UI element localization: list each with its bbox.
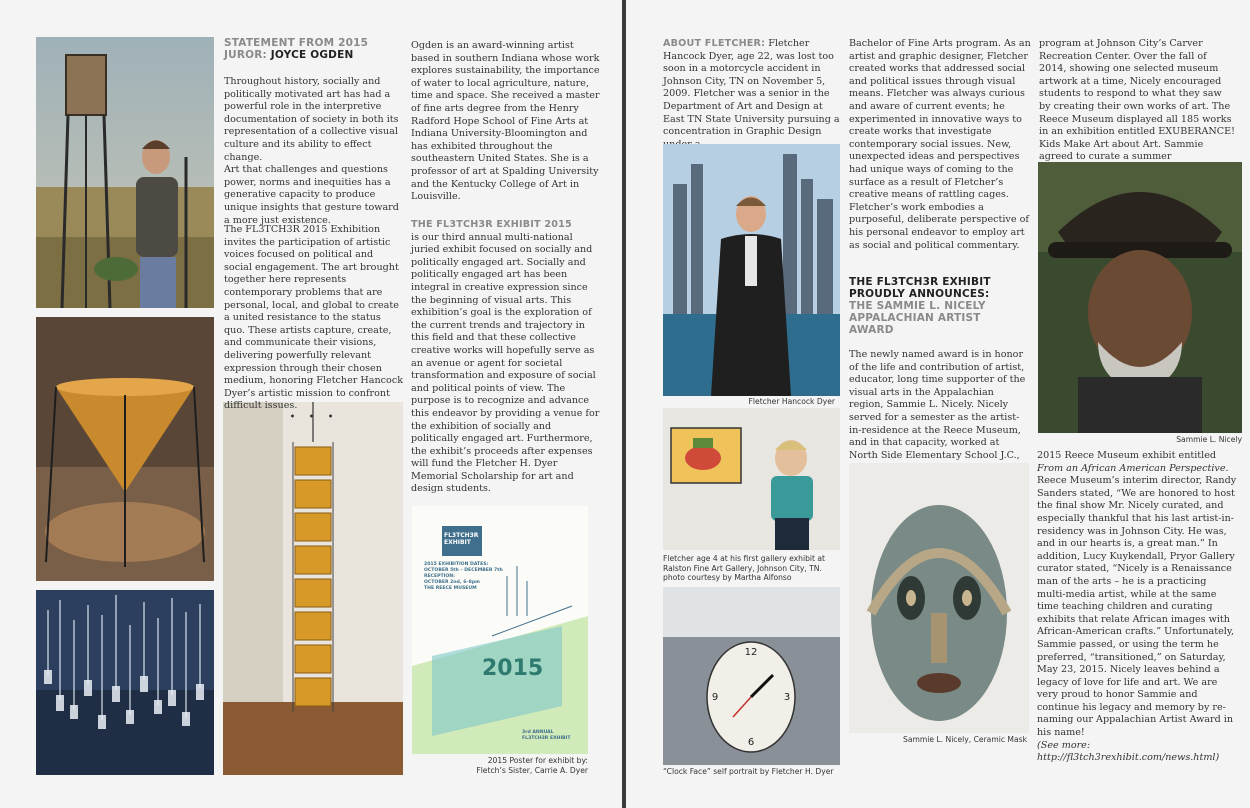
exhibit-text: is our third annual multi-national juried exhibit focused on socially and politically engaged art. Socially and politically engaged art has been integral in creative expression since the beginning of visual arts. This exhibition’s goal is the exploration of the current trends and trajectory in this field and that these collective creative works will hopefully serve as an avenue or agent for societal transformation and exposure of social and political points of view. The purpose is to recognize and advance this endeavor by providing a venue for the exhibition of socially and politically engaged art. Furthermore, the exhibit’s proceeds after expenses will fund the Fletcher H. Dyer Memorial Scholarship for art and design students. [411, 231, 600, 495]
photo-fletcher [663, 144, 840, 396]
poster-reception-label: RECEPTION: [424, 574, 455, 579]
juror-bio [411, 40, 601, 204]
about-heading: ABOUT FLETCHER: [663, 38, 766, 49]
about-text-continued: Bachelor of Fine Arts program. As an artist and graphic designer, Fletcher created works that addressed social and political issues through visual means. Fletcher was always curious and aware of current events; he experimented in innovative ways to create works that investigate contemporary social issues. New, unexpected ideas and perspectives had unique ways of coming to the surface as a result of Fletcher’s creative means of rattling cages. Fletcher’s work embodies a purposeful, deliberate perspective of his personal endeavor to employ art as social and political commentary. [849, 38, 1031, 251]
award-heading [849, 276, 1034, 336]
poster-title-2: EXHIBIT [444, 539, 471, 546]
award-subheading-line2: APPALACHIAN ARTIST [849, 312, 981, 324]
statement-paragraph-1: Throughout history, socially and politically motivated art has had a powerful role in the interpretive documentation of society in both its representation of a collective visual culture and its ability to effect change. [224, 76, 399, 163]
photo-sammie-nicely [1038, 162, 1242, 433]
photo-fletcher-age4 [663, 408, 840, 550]
photo-joyce-ogden [36, 37, 214, 308]
poster-footer-2: FL3TCH3R EXHIBIT [522, 736, 571, 741]
see-more-link[interactable]: (See more: http://fl3tch3rexhibit.com/news.html) [1037, 739, 1220, 764]
poster-venue: THE REECE MUSEUM [424, 586, 477, 591]
poster-reception: OCTOBER 2nd, 6–8pm [424, 580, 480, 585]
poster-title-1: FL3TCH3R [444, 532, 479, 539]
caption-clock: “Clock Face” self portrait by Fletcher H. Dyer [663, 767, 834, 776]
statement-paragraph-3: The FL3TCH3R 2015 Exhibition invites the participation of artistic voices focused on political and social engagement. The art brought together here represents contemporary problems that are personal, local, and global to create a united resistance to the status quo. These artists capture, create, and communicate their visions, delivering powerfully relevant expression through their chosen medium, honoring Fletcher Hancock Dyer’s artistic mission to confront difficult issues. [224, 224, 404, 412]
caption-sammie: Sammie L. Nicely [1176, 435, 1242, 444]
photo-ceramic-mask [849, 463, 1029, 733]
poster-dates: OCTOBER 5th – DECEMBER 7th [424, 568, 503, 573]
poster-year-art: 2015 [482, 656, 544, 681]
award-body [849, 349, 1031, 475]
award-continued-text: program at Johnson City’s Carver Recreation Center. Over the fall of 2014, showing one selected museum artwork at a time, Nicely encouraged students to respond to what they saw by creating their own works of art. The Reece Museum displayed all 185 works in an exhibition entitled EXUBERANCE! Kids Make Art about Art. Sammie agreed to curate a summer [1039, 38, 1236, 163]
exhibit-heading-year: 2015 [540, 219, 572, 230]
statement-heading-line1: STATEMENT FROM 2015 [224, 37, 369, 49]
award-text: The newly named award is in honor of the life and contribution of artist, educator, long time supporter of the visual arts in the Appalachian region, Sammie L. Nicely. Nicely served for a semester as the artist-in-residence at the Reece Museum, and in that capacity, worked at North Side Elementary School J.C., [849, 349, 1026, 461]
award-heading-line1: THE FL3TCH3R EXHIBIT [849, 276, 991, 288]
about-text: Fletcher Hancock Dyer, age 22, was lost too soon in a motorcycle accident in Johnson City, TN on November 5, 2009. Fletcher was a senior in the Department of Art and Design at East TN State University pursuing a concentration in Graphic Design [663, 38, 840, 138]
photo-clock-face [663, 587, 840, 765]
reece-exhibit-title: From an African American Perspective [1037, 462, 1226, 474]
poster-caption-line1: 2015 Poster for exhibit by: [487, 756, 588, 765]
poster-caption-line2: Fletch’s Sister, Carrie A. Dyer [476, 765, 588, 775]
exhibit-heading: THE FL3TCH3R EXHIBIT [411, 219, 541, 230]
photo-hanging-glass [36, 590, 214, 775]
caption-mask: Sammie L. Nicely, Ceramic Mask [903, 735, 1027, 744]
photo-cone-sculpture [36, 317, 214, 581]
statement-paragraph-2: Art that challenges and questions power, norms and inequities has a generative capacity to produce unique insights that gesture toward a more just existence. [224, 164, 399, 226]
statement-heading-prefix: JUROR: [224, 49, 271, 61]
poster-footer-1: 3rd ANNUAL [522, 730, 554, 735]
poster-caption [412, 756, 588, 775]
award-continued-top [1039, 38, 1235, 164]
section-divider: • • • [289, 411, 339, 423]
exhibit-poster [412, 506, 588, 754]
svg-text:12: 12 [744, 647, 758, 658]
svg-text:3: 3 [783, 692, 791, 703]
poster-dates-label: 2015 EXHIBITION DATES: [424, 562, 489, 567]
caption-age4: Fletcher age 4 at his first gallery exhibit at Ralston Fine Art Gallery, Johnson City, TN. photo courtesy by Martha Alfonso [663, 554, 826, 582]
award-continued-bottom [1037, 450, 1237, 765]
statement-heading [224, 37, 404, 61]
juror-bio-text: Ogden is an award-winning artist based in southern Indiana whose work explores sustainability, the importance of water to local agriculture, nature, time and space. She received a master of fine arts degree from the Henry Radford Hope School of Fine Arts at Indiana University-Bloomington and has exhibited throughout the southeastern United States. She is a professor of art at Spalding University and the Kentucky College of Art in Louisville. [411, 40, 600, 203]
award-subheading-line1: THE SAMMIE L. NICELY [849, 300, 986, 312]
photo-amber-column [223, 402, 403, 775]
statement-body-2 [224, 224, 404, 423]
poster-art [412, 506, 588, 754]
caption-fletcher: Fletcher Hancock Dyer [748, 397, 835, 406]
about-fletcher [663, 38, 843, 151]
award-subheading-line3: AWARD [849, 324, 894, 336]
page-gutter [622, 0, 626, 808]
juror-name: JOYCE OGDEN [270, 49, 354, 61]
award-heading-line2: PROUDLY ANNOUNCES: [849, 288, 990, 300]
svg-text:6: 6 [747, 737, 755, 748]
reece-exhibit-text: . Reece Museum’s interim director, Randy Sanders stated, “We are honored to host the final show Mr. Nicely curated, and especially thankful that his last artist-in-residency was in Johnson City. He was, and in our hearts is, a great man.” In addition, Lucy Kuykendall, Pryor Gallery curator stated, “Nicely is a Renaissance man of the arts – he is a practicing multi-media artist, while at the same time teaching children and curating exhibits that relate African images with African-American crafts.” Unfortunately, Sammie passed, or using the term he preferred, “transitioned,” on Saturday, May 23, 2015. Nicely leaves behind a legacy of love for life and art. We are very proud to honor Sammie and continue his legacy and memory by re-naming our Appalachian Artist Award in his name! [1037, 462, 1237, 739]
reece-exhibit-intro: 2015 Reece Museum exhibit entitled [1037, 450, 1217, 461]
exhibit-section [411, 219, 601, 496]
statement-body [224, 76, 404, 227]
svg-text:9: 9 [711, 692, 719, 703]
about-fletcher-continued [849, 38, 1031, 252]
